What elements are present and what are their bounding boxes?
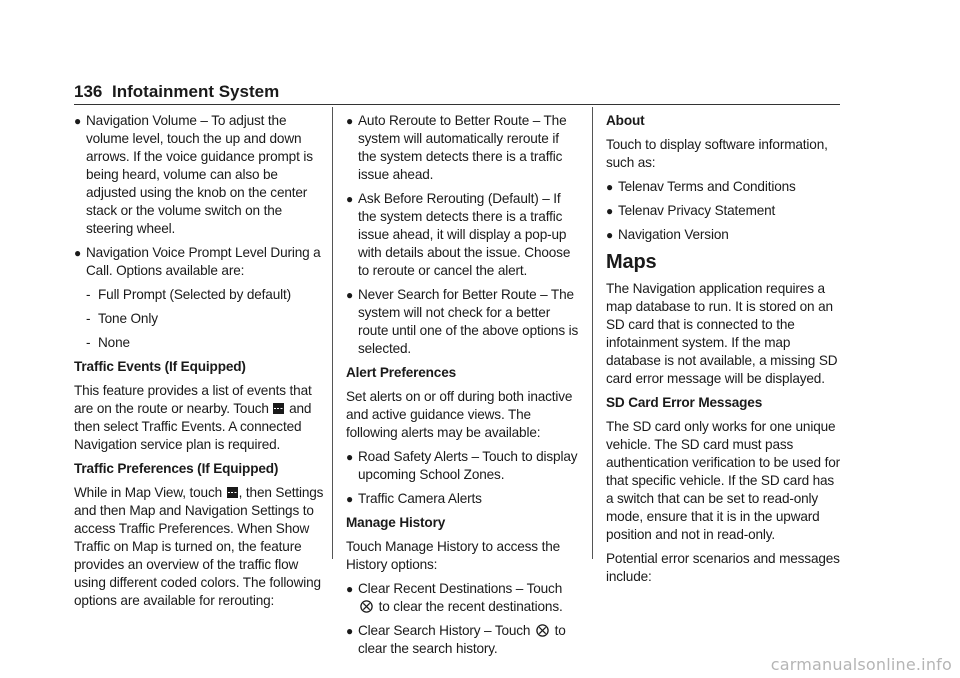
paragraph: Touch Manage History to access the History options: <box>346 539 561 572</box>
section-title: Infotainment System <box>112 82 280 101</box>
menu-icon <box>273 403 284 414</box>
list-item: ● Navigation Version <box>606 227 729 242</box>
list-item: ● Clear Recent Destinations – Touch to clear the recent destinations. <box>346 581 563 614</box>
subheading: About <box>606 113 645 128</box>
list-item: ● Navigation Voice Prompt Level During a Call. Options available are: <box>74 245 321 278</box>
subheading: SD Card Error Messages <box>606 395 763 410</box>
clear-icon <box>360 600 373 613</box>
bullet-icon: ● <box>74 114 82 128</box>
list-item: ● Navigation Volume – To adjust the volume level, touch the up and down arrows. If the voice guidance prompt is being heard, volume can also be adjusted using the knob on the center stack or the volume switch on the steering wheel. <box>74 113 313 236</box>
watermark: carmanualsonline.info <box>770 655 952 674</box>
list-item: ● Ask Before Rerouting (Default) – If the system detects there is a traffic issue ahead, it will display a pop-up with details about the issue. Choose to reroute or cancel the alert. <box>346 191 571 278</box>
dash-icon: - <box>86 335 91 350</box>
list-item: ● Clear Search History – Touch to clear the search history. <box>346 623 566 656</box>
bullet-icon: ● <box>346 288 354 302</box>
paragraph: Touch to display software information, such as: <box>606 137 828 170</box>
bullet-icon: ● <box>346 582 354 596</box>
column-1 <box>74 112 326 616</box>
bullet-icon: ● <box>346 192 354 206</box>
dash-icon: - <box>86 311 91 326</box>
paragraph: Potential error scenarios and messages include: <box>606 551 840 584</box>
paragraph: The Navigation application requires a map database to run. It is stored on an SD card that is connected to the infotainment system. If the map database is not available, a missing SD card error message will be displayed. <box>606 281 838 386</box>
paragraph: The SD card only works for one unique vehicle. The SD card must pass authentication verification to be used for that specific vehicle. If the SD card has a switch that can be set to read-only mode, ensure that it is in the upward position and not in read-only. <box>606 419 841 542</box>
column-divider <box>332 107 333 559</box>
list-item: ● Road Safety Alerts – Touch to display upcoming School Zones. <box>346 449 578 482</box>
bullet-icon: ● <box>346 450 354 464</box>
section-heading: Maps <box>606 251 657 273</box>
menu-icon <box>227 487 238 498</box>
subheading: Traffic Preferences (If Equipped) <box>74 461 279 476</box>
list-item: ● Traffic Camera Alerts <box>346 491 482 506</box>
column-divider <box>592 107 593 559</box>
sub-list-item: - Full Prompt (Selected by default) <box>86 287 292 302</box>
page-header <box>74 82 840 105</box>
paragraph: While in Map View, touch , then Settings and then Map and Navigation Settings to access Traffic Preferences. When Show Traffic on Map is turned on, the feature provides an overview of the traffic flow using different coded colors. The following options are available for rerouting: <box>74 485 324 608</box>
list-item: ● Telenav Privacy Statement <box>606 203 776 218</box>
subheading: Alert Preferences <box>346 365 457 380</box>
sub-list-item: - Tone Only <box>86 311 158 326</box>
paragraph: Set alerts on or off during both inactive and active guidance views. The following alerts may be available: <box>346 389 573 440</box>
bullet-icon: ● <box>606 180 614 194</box>
bullet-icon: ● <box>346 624 354 638</box>
bullet-icon: ● <box>74 246 82 260</box>
column-2 <box>346 112 580 664</box>
dash-icon: - <box>86 287 91 302</box>
page-number: 136 <box>74 82 103 101</box>
subheading: Manage History <box>346 515 446 530</box>
bullet-icon: ● <box>346 492 354 506</box>
bullet-icon: ● <box>606 228 614 242</box>
paragraph: This feature provides a list of events that are on the route or nearby. Touch and then select Traffic Events. A connected Navigation service plan is required. <box>74 383 312 452</box>
list-item: ● Telenav Terms and Conditions <box>606 179 796 194</box>
column-3 <box>606 112 840 592</box>
subheading: Traffic Events (If Equipped) <box>74 359 246 374</box>
bullet-icon: ● <box>606 204 614 218</box>
list-item: ● Auto Reroute to Better Route – The system will automatically reroute if the system detects there is a traffic issue ahead. <box>346 113 567 182</box>
list-item: ● Never Search for Better Route – The system will not check for a better route until one of the above options is selected. <box>346 287 579 356</box>
sub-list-item: - None <box>86 335 130 350</box>
bullet-icon: ● <box>346 114 354 128</box>
clear-icon <box>536 624 549 637</box>
